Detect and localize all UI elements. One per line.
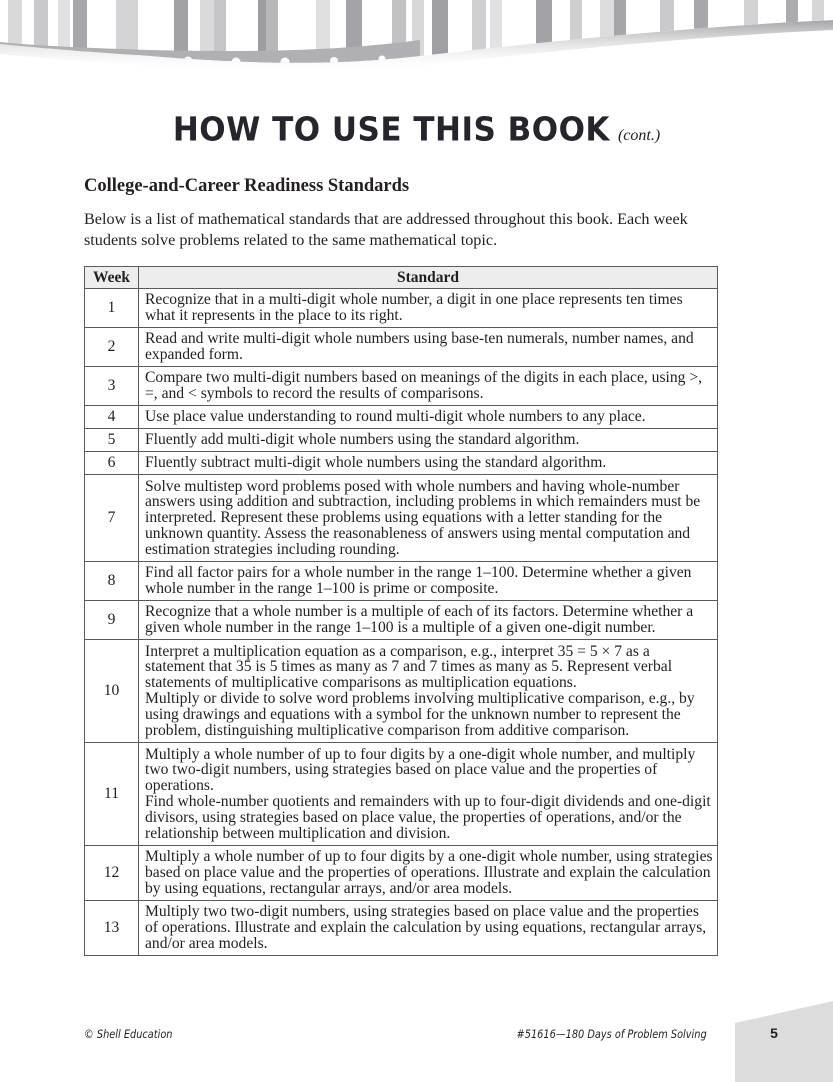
intro-paragraph: Below is a list of mathematical standards that are addressed throughout this book. Each week students solve problems related to the same mathematical topic. <box>84 210 688 249</box>
week-number: 9 <box>85 601 139 640</box>
table-row <box>85 289 718 328</box>
standard-line: Multiply a whole number of up to four digits by a one-digit whole number, and multiply two two-digit numbers, using strategies based on place value and the properties of operations. <box>145 745 696 795</box>
standard-text <box>139 846 718 901</box>
table-row <box>85 452 718 475</box>
standard-text <box>139 406 718 429</box>
week-number: 1 <box>85 289 139 328</box>
week-number: 13 <box>85 901 139 956</box>
standard-text <box>139 743 718 846</box>
week-number: 6 <box>85 452 139 475</box>
standard-line: Compare two multi-digit numbers based on meanings of the digits in each place, using >, =, and < symbols to record the results of comparisons. <box>145 369 703 402</box>
week-number: 5 <box>85 429 139 452</box>
standard-line: Find whole-number quotients and remainders with up to four-digit dividends and one-digit divisors, using strategies based on place value, the properties of operations, and/or the relationship between multiplication and division. <box>145 793 711 842</box>
table-row <box>85 429 718 452</box>
standard-text <box>139 429 718 452</box>
page-number: 5 <box>770 1025 778 1041</box>
week-number: 7 <box>85 475 139 562</box>
table-row <box>85 601 718 640</box>
standard-text <box>139 640 718 743</box>
table-row <box>85 901 718 956</box>
standard-line: Recognize that in a multi-digit whole number, a digit in one place represents ten times what it represents in the place to its right. <box>145 291 683 324</box>
column-header-week: Week <box>85 267 139 289</box>
table-row <box>85 562 718 601</box>
column-header-standard: Standard <box>139 267 718 289</box>
week-number: 10 <box>85 640 139 743</box>
standard-line: Read and write multi-digit whole numbers using base-ten numerals, number names, and expanded form. <box>145 330 694 363</box>
standard-line: Solve multistep word problems posed with whole numbers and having whole-number answers using addition and subtraction, including problems in which remainders must be interpreted. Represent these problems using equations with a letter standing for the unknown quantity. Assess the reasonableness of answers using mental computation and estimation strategies including rounding. <box>145 477 701 558</box>
standard-line: Fluently add multi-digit whole numbers using the standard algorithm. <box>145 431 580 449</box>
standard-text <box>139 562 718 601</box>
page-title-block <box>0 112 833 148</box>
table-row <box>85 406 718 429</box>
standard-line: Multiply or divide to solve word problems involving multiplicative comparison, e.g., by using drawings and equations with a symbol for the unknown number to represent the problem, distinguishing multiplicative comparison from additive comparison. <box>145 690 695 739</box>
standard-line: Multiply a whole number of up to four digits by a one-digit whole number, using strategies based on place value and the properties of operations. Illustrate and explain the calculation by using equations, rectangular arrays, and/or area models. <box>145 848 713 897</box>
decorative-striped-banner <box>0 0 833 80</box>
page-number-tab <box>735 995 833 1082</box>
standard-text <box>139 289 718 328</box>
standard-line: Recognize that a whole number is a multiple of each of its factors. Determine whether a given whole number in the range 1–100 is a multiple of a given one-digit number. <box>145 603 694 636</box>
standards-table <box>84 266 718 956</box>
table-row <box>85 743 718 846</box>
week-number: 4 <box>85 406 139 429</box>
table-row <box>85 367 718 406</box>
week-number: 2 <box>85 328 139 367</box>
standard-line: Interpret a multiplication equation as a comparison, e.g., interpret 35 = 5 × 7 as a statement that 35 is 5 times as many as 7 and 7 times as many as 5. Represent verbal statements of multiplicative comparisons as multiplication equations. <box>145 642 673 692</box>
standard-line: Use place value understanding to round multi-digit whole numbers to any place. <box>145 408 646 426</box>
standard-line: Multiply two two-digit numbers, using strategies based on place value and the properties of operations. Illustrate and explain the calculation by using equations, rectangular arrays, and/or area models. <box>145 903 707 952</box>
section-heading: College-and-Career Readiness Standards <box>84 176 410 196</box>
footer-book-info: #51616—180 Days of Problem Solving <box>516 1027 707 1041</box>
page-title-suffix: (cont.) <box>617 127 661 144</box>
standard-text <box>139 601 718 640</box>
table-row <box>85 475 718 562</box>
week-number: 12 <box>85 846 139 901</box>
table-row <box>85 846 718 901</box>
week-number: 11 <box>85 743 139 846</box>
table-header-row <box>85 267 718 289</box>
table-row <box>85 640 718 743</box>
standard-text <box>139 328 718 367</box>
week-number: 3 <box>85 367 139 406</box>
standard-text <box>139 452 718 475</box>
standard-text <box>139 475 718 562</box>
standard-text <box>139 901 718 956</box>
standard-text <box>139 367 718 406</box>
week-number: 8 <box>85 562 139 601</box>
standard-line: Find all factor pairs for a whole number in the range 1–100. Determine whether a given whole number in the range 1–100 is prime or composite. <box>145 564 692 597</box>
standard-line: Fluently subtract multi-digit whole numbers using the standard algorithm. <box>145 454 607 472</box>
table-row <box>85 328 718 367</box>
footer-copyright: © Shell Education <box>84 1027 173 1041</box>
page-title: HOW TO USE THIS BOOK <box>172 111 610 149</box>
